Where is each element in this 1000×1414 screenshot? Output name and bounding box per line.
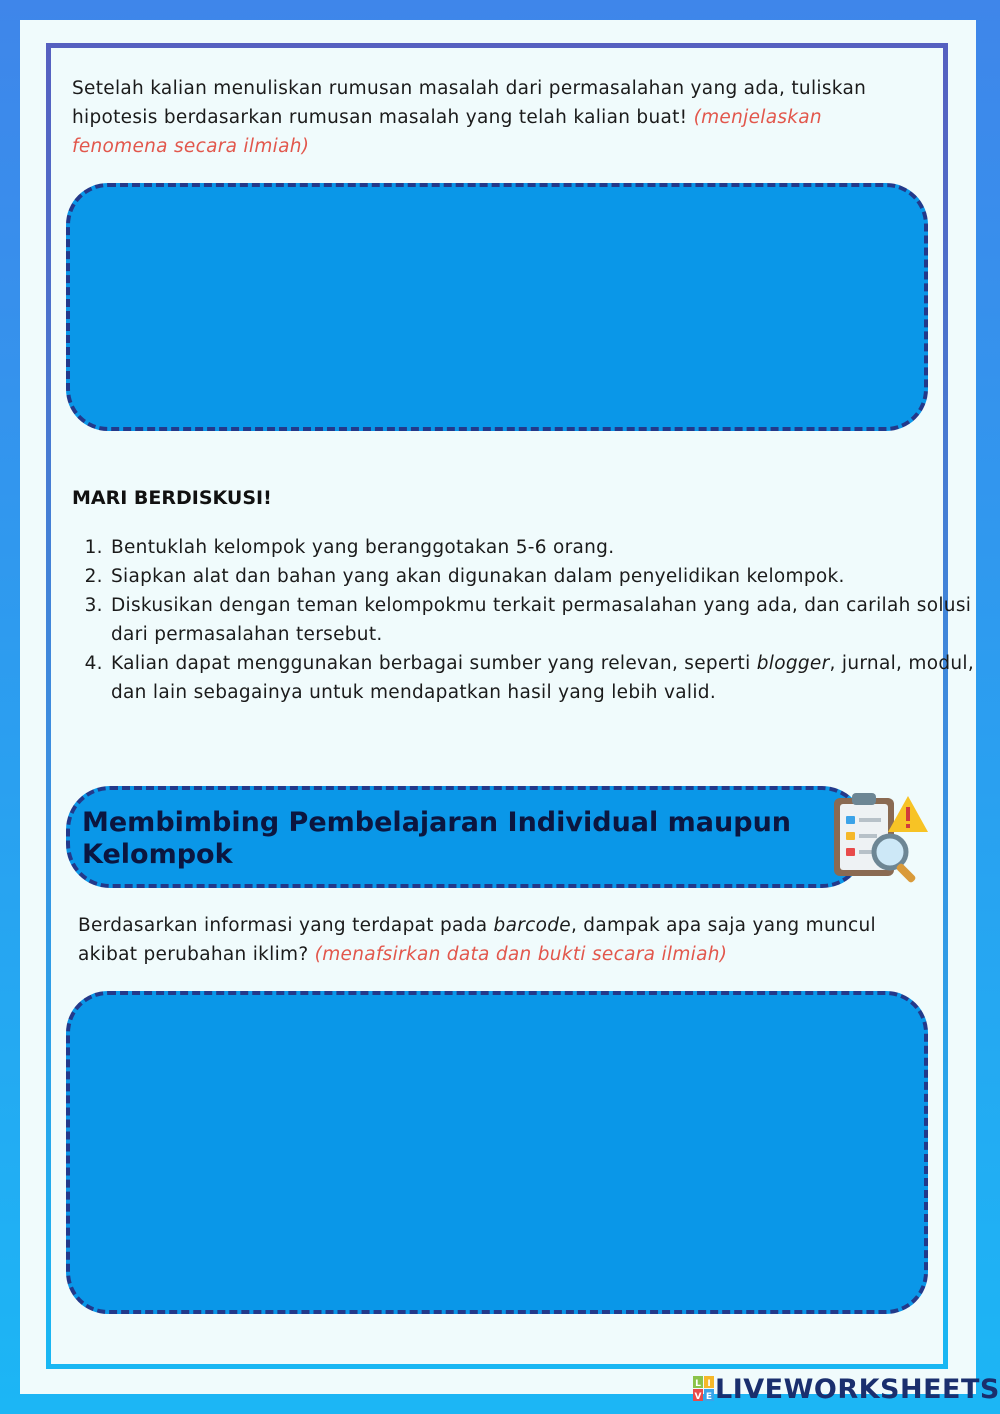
hypothesis-prompt [72, 74, 912, 161]
climate-question-text-b: , dampak apa saja yang muncul akibat perubahan iklim? [78, 915, 876, 965]
step-4-text-a: Kalian dapat menggunakan berbagai sumber yang relevan, seperti [111, 653, 757, 674]
section-banner [66, 786, 866, 888]
discussion-step-2: 2. Siapkan alat dan bahan yang akan digunakan dalam penyelidikan kelompok. [109, 562, 979, 591]
badge-letter-v: V [694, 1392, 702, 1402]
badge-letter-i: I [707, 1379, 711, 1389]
hypothesis-prompt-hint: (menjelaskan fenomena secara ilmiah) [72, 107, 822, 157]
section-title: Membimbing Pembelajaran Individual maupun Kelompok [82, 807, 792, 870]
step-4-italic: blogger [756, 653, 830, 674]
hypothesis-answer-box[interactable] [66, 183, 928, 431]
discussion-step-3: 3. Diskusikan dengan teman kelompokmu terkait permasalahan yang ada, dan carilah solusi dari permasalahan tersebut. [109, 591, 979, 649]
hypothesis-prompt-text: Setelah kalian menuliskan rumusan masalah dari permasalahan yang ada, tuliskan hipotesis berdasarkan rumusan masalah yang telah kalian buat! [72, 78, 867, 128]
discussion-heading: MARI BERDISKUSI! [72, 487, 272, 509]
discussion-step-1: 1. Bentuklah kelompok yang beranggotakan 5-6 orang. [109, 533, 979, 562]
climate-question-hint: (menafsirkan data dan bukti secara ilmiah) [314, 944, 728, 965]
step-4-text-b: , jurnal, modul, dan lain sebagainya untuk mendapatkan hasil yang lebih valid. [111, 653, 975, 703]
liveworksheets-badge-icon [693, 1376, 715, 1402]
badge-letter-l: L [695, 1379, 701, 1389]
liveworksheets-wordmark: LIVEWORKSHEETS [715, 1373, 1000, 1405]
climate-question [78, 911, 928, 969]
climate-question-text-a: Berdasarkan informasi yang terdapat pada [78, 915, 494, 936]
badge-letter-e: E [705, 1392, 713, 1402]
discussion-step-4 [109, 649, 979, 707]
liveworksheets-logo[interactable] [693, 1374, 1000, 1404]
discussion-steps [72, 533, 979, 707]
clipboard-search-warning-icon [828, 790, 932, 886]
climate-answer-box[interactable] [66, 991, 928, 1314]
climate-question-italic: barcode [493, 915, 571, 936]
